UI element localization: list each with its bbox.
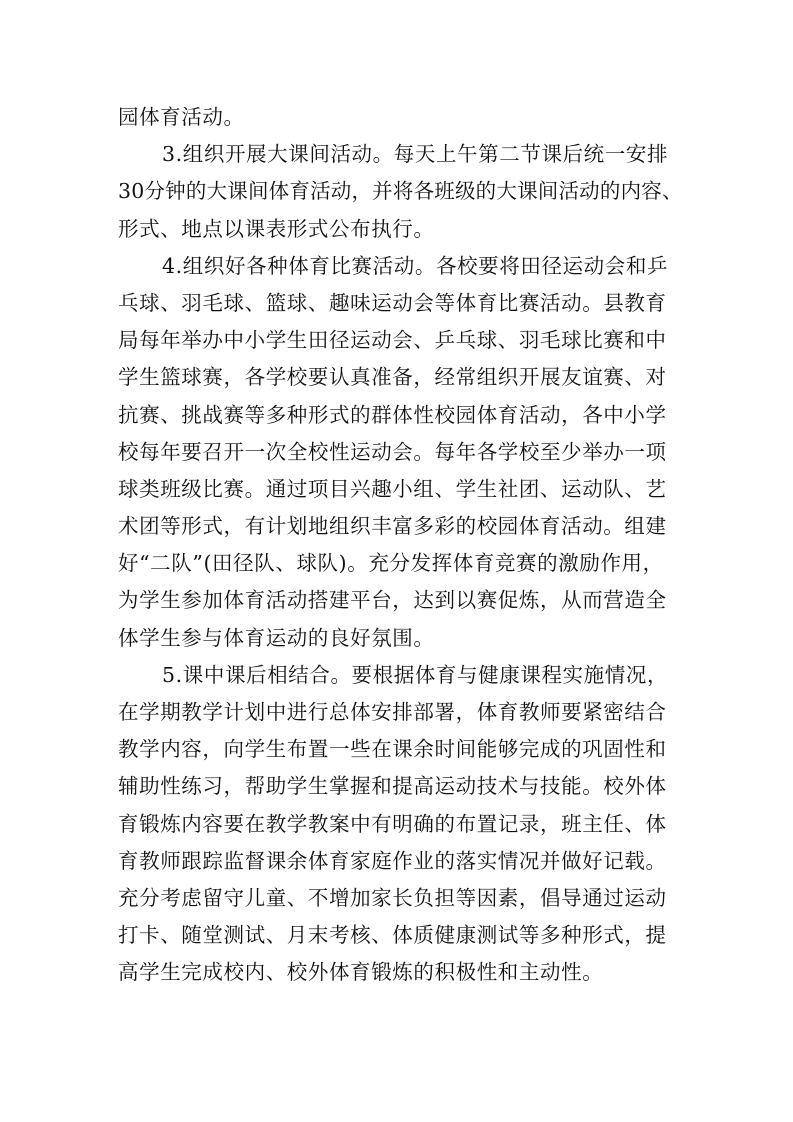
text-line: 充分考虑留守儿童、不增加家长负担等因素，倡导通过运动 [118,885,667,910]
text-line: 打卡、随堂测试、月末考核、体质健康测试等多种形式，提 [118,923,667,948]
text-line: 育教师跟踪监督课余体育家庭作业的落实情况并做好记载。 [118,848,667,873]
text-line: 形式、地点以课表形式公布执行。 [118,216,435,241]
text-line: 术团等形式，有计划地组织丰富多彩的校园体育活动。组建 [118,514,667,539]
text-line: 辅助性练习，帮助学生掌握和提高运动技术与技能。校外体 [118,774,667,799]
text-line: 高学生完成校内、校外体育锻炼的积极性和主动性。 [118,960,604,985]
text-line: 体学生参与体育运动的良好氛围。 [118,625,435,650]
text-line: 球类班级比赛。通过项目兴趣小组、学生社团、运动队、艺 [118,476,667,501]
text-line: 教学内容，向学生布置一些在课余时间能够完成的巩固性和 [118,737,667,762]
text-line: 30分钟的大课间体育活动，并将各班级的大课间活动的内容、 [118,179,683,204]
text-line: 局每年举办中小学生田径运动会、乒乓球、羽毛球比赛和中 [118,328,667,353]
document-body [118,99,686,992]
text-line: 乓球、羽毛球、篮球、趣味运动会等体育比赛活动。县教育 [118,290,667,315]
text-line: 育锻炼内容要在教学教案中有明确的布置记录，班主任、体 [118,811,667,836]
text-line: 在学期教学计划中进行总体安排部署，体育教师要紧密结合 [118,700,667,724]
text-line: 为学生参加体育活动搭建平台，达到以赛促炼，从而营造全 [118,588,667,613]
text-line: 校每年要召开一次全校性运动会。每年各学校至少举办一项 [118,439,667,464]
text-line: 园体育活动。 [118,105,245,129]
text-line: 3.组织开展大课间活动。每天上午第二节课后统一安排 [162,142,669,167]
text-line: 学生篮球赛，各学校要认真准备，经常组织开展友谊赛、对 [118,365,667,390]
text-line: 5.课中课后相结合。要根据体育与健康课程实施情况， [162,662,669,687]
text-line: 4.组织好各种体育比赛活动。各校要将田径运动会和乒 [162,253,669,278]
text-line: 好“二队”(田径队、球队)。充分发挥体育竞赛的激励作用， [118,551,664,576]
text-line: 抗赛、挑战赛等多种形式的群体性校园体育活动，各中小学 [118,402,667,427]
